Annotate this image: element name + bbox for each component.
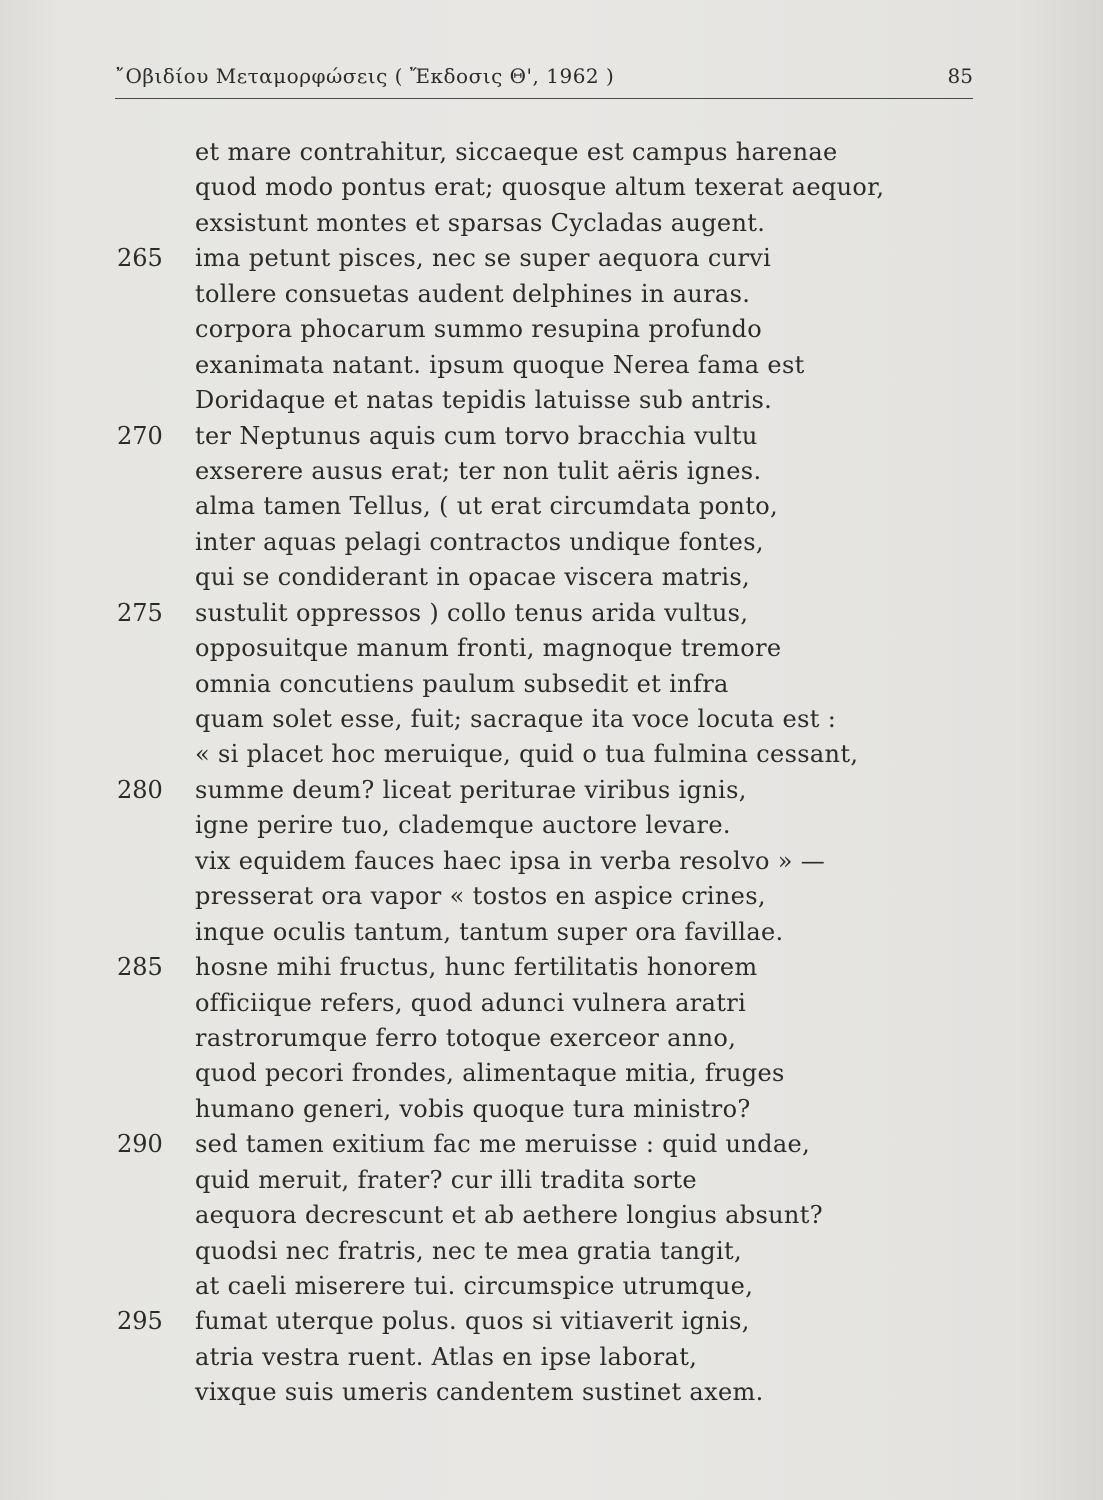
verse-text: exserere ausus erat; ter non tulit aëris ignes.	[195, 456, 762, 485]
verse-text: sed tamen exitium fac me meruisse : quid undae,	[195, 1130, 811, 1159]
verse-text: summe deum? liceat perituraе viribus ignis,	[195, 775, 747, 804]
line-number: 280	[117, 775, 163, 804]
verse-text: hosne mihi fructus, hunc fertilitatis honorem	[195, 953, 758, 982]
verse-text: « si placet hoc meruique, quid o tua fulmina cessant,	[195, 740, 859, 769]
verse-text: igne perire tuo, clademque auctore levare.	[195, 811, 731, 840]
verse-text: omnia concutiens paulum subsedit et infra	[195, 669, 729, 698]
verse-line	[0, 419, 1103, 454]
verse-line	[0, 596, 1103, 631]
verse-line	[0, 454, 1103, 489]
verse-line	[0, 1375, 1103, 1410]
verse-text: rastrorumque ferro totoque exerceor anno,	[195, 1023, 737, 1052]
running-header	[115, 62, 973, 99]
line-number: 275	[117, 598, 163, 627]
verse-text: vix equidem fauces haec ipsa in verba resolvo » —	[195, 846, 826, 875]
verse-line	[0, 170, 1103, 205]
verse-text: tollere consuetas audent delphines in auras.	[195, 279, 751, 308]
verse-line	[0, 702, 1103, 737]
verse-line	[0, 1092, 1103, 1127]
verse-text: ima petunt pisces, nec se super aequora curvi	[195, 244, 772, 273]
verse-line	[0, 773, 1103, 808]
verse-text: inque oculis tantum, tantum super ora favillae.	[195, 917, 784, 946]
verse-line	[0, 312, 1103, 347]
verse-text: sustulit oppressos ) collo tenus arida vultus,	[195, 598, 749, 627]
verse-text: presserat ora vapor « tostos en aspice crines,	[195, 882, 766, 911]
verse-line	[0, 950, 1103, 985]
verse-text: exsistunt montes et sparsas Cycladas augent.	[195, 208, 766, 237]
verse-text: fumat uterque polus. quos si vitiaverit ignis,	[195, 1307, 750, 1336]
verse-text: quod modo pontus erat; quosque altum texerat aequor,	[195, 173, 885, 202]
verse-text: opposuitque manum fronti, magnoque tremore	[195, 634, 782, 663]
line-number: 285	[117, 953, 163, 982]
line-number: 270	[117, 421, 163, 450]
verse-line	[0, 1340, 1103, 1375]
line-number: 295	[117, 1307, 163, 1336]
verse-line	[0, 737, 1103, 772]
verse-text: Doridaque et natas tepidis latuisse sub antris.	[195, 386, 773, 415]
verse-text: at caeli miserere tui. circumspice utrumque,	[195, 1272, 754, 1300]
verse-line	[0, 1269, 1103, 1304]
verse-line	[0, 525, 1103, 560]
verse-line	[0, 206, 1103, 241]
verse-text: quam solet esse, fuit; sacraque ita voce locuta est :	[195, 705, 837, 733]
verse-text: et mare contrahitur, siccaeque est campus harenae	[195, 138, 838, 166]
verse-line	[0, 277, 1103, 312]
verse-line	[0, 489, 1103, 524]
verse-line	[0, 560, 1103, 595]
poem-text	[0, 135, 1103, 1411]
line-number: 265	[117, 244, 163, 273]
verse-line	[0, 1304, 1103, 1339]
verse-line	[0, 1234, 1103, 1269]
verse-line	[0, 383, 1103, 418]
verse-text: quod pecori frondes, alimentaque mitia, fruges	[195, 1059, 785, 1088]
verse-line	[0, 1127, 1103, 1162]
verse-line	[0, 667, 1103, 702]
verse-line	[0, 631, 1103, 666]
verse-text: ter Neptunus aquis cum torvo bracchia vultu	[195, 421, 758, 450]
verse-line	[0, 348, 1103, 383]
verse-text: inter aquas pelagi contractos undique fontes,	[195, 527, 764, 556]
verse-text: officiique refers, quod adunci vulnera aratri	[195, 988, 747, 1017]
verse-text: qui se condiderant in opacae viscera matris,	[195, 563, 751, 592]
verse-text: humano generi, vobis quoque tura ministro?	[195, 1094, 751, 1123]
verse-text: aequora decrescunt et ab aethere longius absunt?	[195, 1201, 823, 1230]
line-number: 290	[117, 1130, 163, 1159]
verse-line	[0, 1163, 1103, 1198]
verse-line	[0, 844, 1103, 879]
verse-line	[0, 241, 1103, 276]
verse-text: exanimata natant. ipsum quoque Nerea fama est	[195, 350, 805, 379]
verse-line	[0, 808, 1103, 843]
verse-text: atria vestra ruent. Atlas en ipse laborat,	[195, 1342, 698, 1371]
page-number: 85	[947, 64, 973, 88]
verse-text: alma tamen Tellus, ( ut erat circumdata ponto,	[195, 492, 778, 521]
verse-line	[0, 986, 1103, 1021]
verse-text: corpora phocarum summo resupina profundo	[195, 315, 763, 344]
verse-text: quodsi nec fratris, nec te mea gratia tangit,	[195, 1236, 742, 1265]
verse-line	[0, 1021, 1103, 1056]
verse-text: vixque suis umeris candentem sustinet axem.	[195, 1378, 764, 1407]
verse-line	[0, 879, 1103, 914]
verse-line	[0, 915, 1103, 950]
verse-line	[0, 1198, 1103, 1233]
verse-line	[0, 135, 1103, 170]
verse-line	[0, 1056, 1103, 1091]
verse-text: quid meruit, frater? cur illi tradita sorte	[195, 1165, 697, 1194]
header-title: ῎Οβιδίου Μεταμορφώσεις ( Ἔκδοσις Θ', 1962 )	[115, 64, 615, 88]
